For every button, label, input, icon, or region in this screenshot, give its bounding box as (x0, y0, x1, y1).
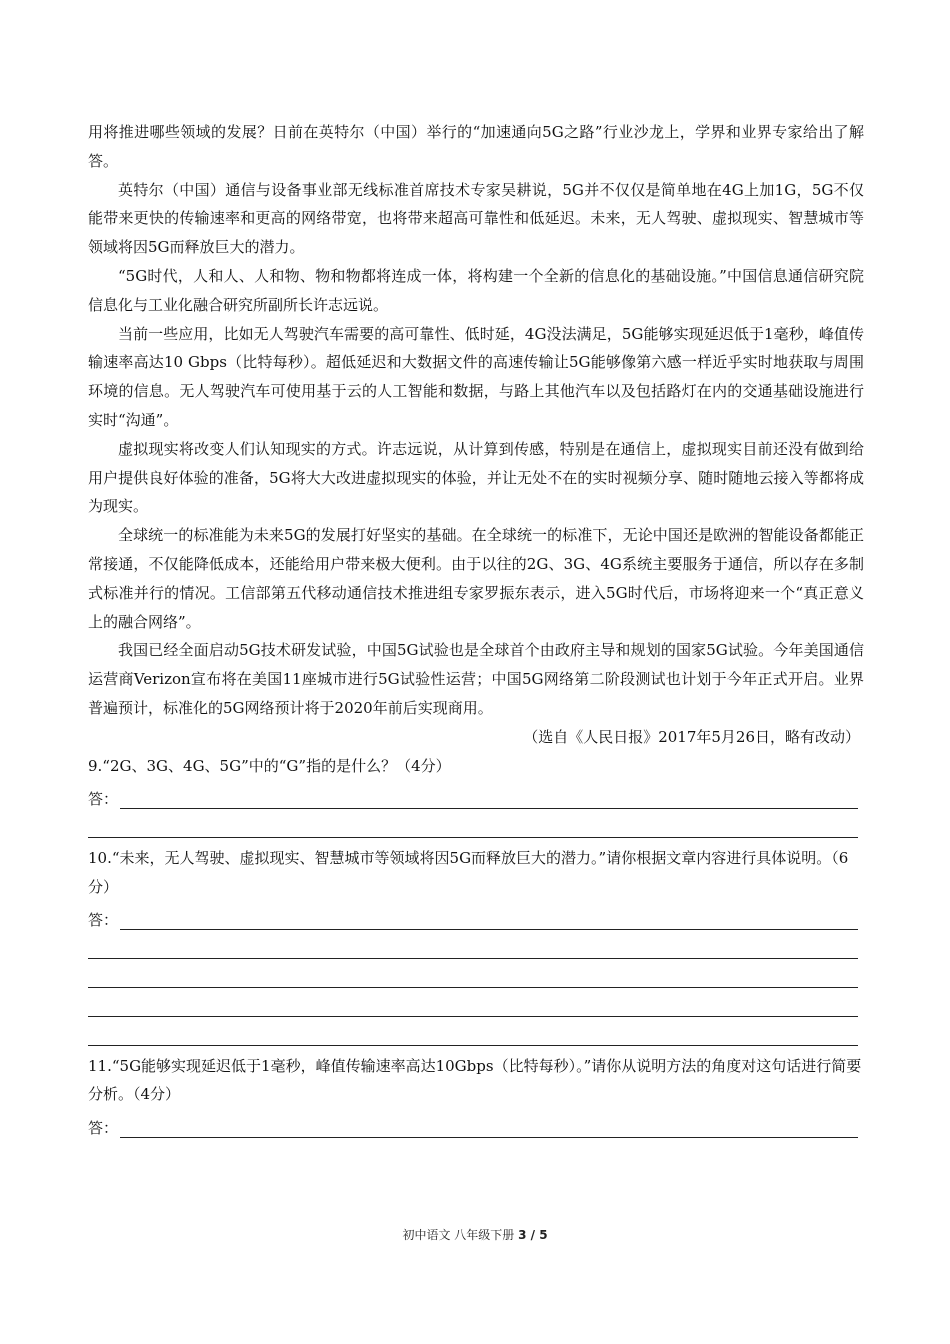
paragraph-5: 虚拟现实将改变人们认知现实的方式。许志远说，从计算到传感，特别是在通信上，虚拟现实目前还没有做到给用户提供良好体验的准备，5G将大大改进虚拟现实的体验，并让无处不在的实时视频分享、随时随地云接入等都将成为现实。 (88, 439, 864, 516)
question-11: 11.“5G能够实现延迟低于1毫秒，峰值传输速率高达10Gbps（比特每秒）。”请你从说明方法的角度对这句话进行简要分析。（4分） (88, 1056, 862, 1104)
paragraph-3: “5G时代，人和人、人和物、物和物都将连成一体，将构建一个全新的信息化的基础设施。”中国信息通信研究院信息化与工业化融合研究所副所长许志远说。 (88, 266, 864, 314)
paragraph-1: 用将推进哪些领域的发展？日前在英特尔（中国）举行的“加速通向5G之路”行业沙龙上，学界和业界专家给出了解答。 (88, 123, 864, 170)
page-footer (0, 1226, 950, 1243)
question-10: 10.“未来，无人驾驶、虚拟现实、智慧城市等领域将因5G而释放巨大的潜力。”请你根据文章内容进行具体说明。（6分） (88, 848, 849, 896)
article-source: （选自《人民日报》2017年5月26日，略有改动） (523, 727, 860, 746)
answer-10-line-4[interactable] (88, 988, 858, 1017)
paragraph-2: 英特尔（中国）通信与设备事业部无线标准首席技术专家吴耕说，5G并不仅仅是简单地在4G上加1G，5G不仅能带来更快的传输速率和更高的网络带宽，也将带来超高可靠性和低延迟。未来，无人驾驶、虚拟现实、智慧城市等领域将因5G而释放巨大的潜力。 (88, 180, 864, 257)
answer-9-row (88, 780, 864, 809)
answer-9-line-2[interactable] (88, 809, 858, 838)
paragraph-7: 我国已经全面启动5G技术研发试验，中国5G试验也是全球首个由政府主导和规划的国家5G试验。今年美国通信运营商Verizon宣布将在美国11座城市进行5G试验性运营；中国5G网络第二阶段测试也计划于今年正式开启。业界普遍预计，标准化的5G网络预计将于2020年前后实现商用。 (88, 641, 864, 717)
answer-11-row (88, 1109, 864, 1138)
question-9: 9.“2G、3G、4G、5G”中的“G”指的是什么？（4分） (88, 756, 451, 775)
paragraph-6: 全球统一的标准能为未来5G的发展打好坚实的基础。在全球统一的标准下，无论中国还是欧洲的智能设备都能正常接通，不仅能降低成本，还能给用户带来极大便利。由于以往的2G、3G、4G系统主要服务于通信，所以存在多制式标准并行的情况。工信部第五代移动通信技术推进组专家罗振东表示，进入5G时代后，市场将迎来一个“真正意义上的融合网络”。 (88, 526, 864, 631)
answer-10-line-5[interactable] (88, 1017, 858, 1046)
answer-11-line-1[interactable] (120, 1117, 858, 1138)
answer-label: 答： (88, 911, 119, 930)
answer-10-line-3[interactable] (88, 959, 858, 988)
answer-9-line-1[interactable] (120, 788, 858, 809)
answer-10-line-1[interactable] (120, 909, 858, 930)
answer-label: 答： (88, 1118, 119, 1137)
answer-label: 答： (88, 790, 119, 809)
paragraph-4: 当前一些应用，比如无人驾驶汽车需要的高可靠性、低时延，4G没法满足，5G能够实现延迟低于1毫秒，峰值传输速率高达10 Gbps（比特每秒）。超低延迟和大数据文件的高速传输让5G能够像第六感一样近乎实时地获取与周围环境的信息。无人驾驶汽车可使用基于云的人工智能和数据，与路上其他汽车以及包括路灯在内的交通基础设施进行实时“沟通”。 (88, 324, 864, 429)
footer-subject: 初中语文 八年级下册 (402, 1228, 515, 1242)
document-page (88, 118, 864, 1138)
answer-10-line-2[interactable] (88, 930, 858, 959)
answer-10-row (88, 902, 864, 931)
footer-page-number: 3 / 5 (518, 1228, 548, 1242)
